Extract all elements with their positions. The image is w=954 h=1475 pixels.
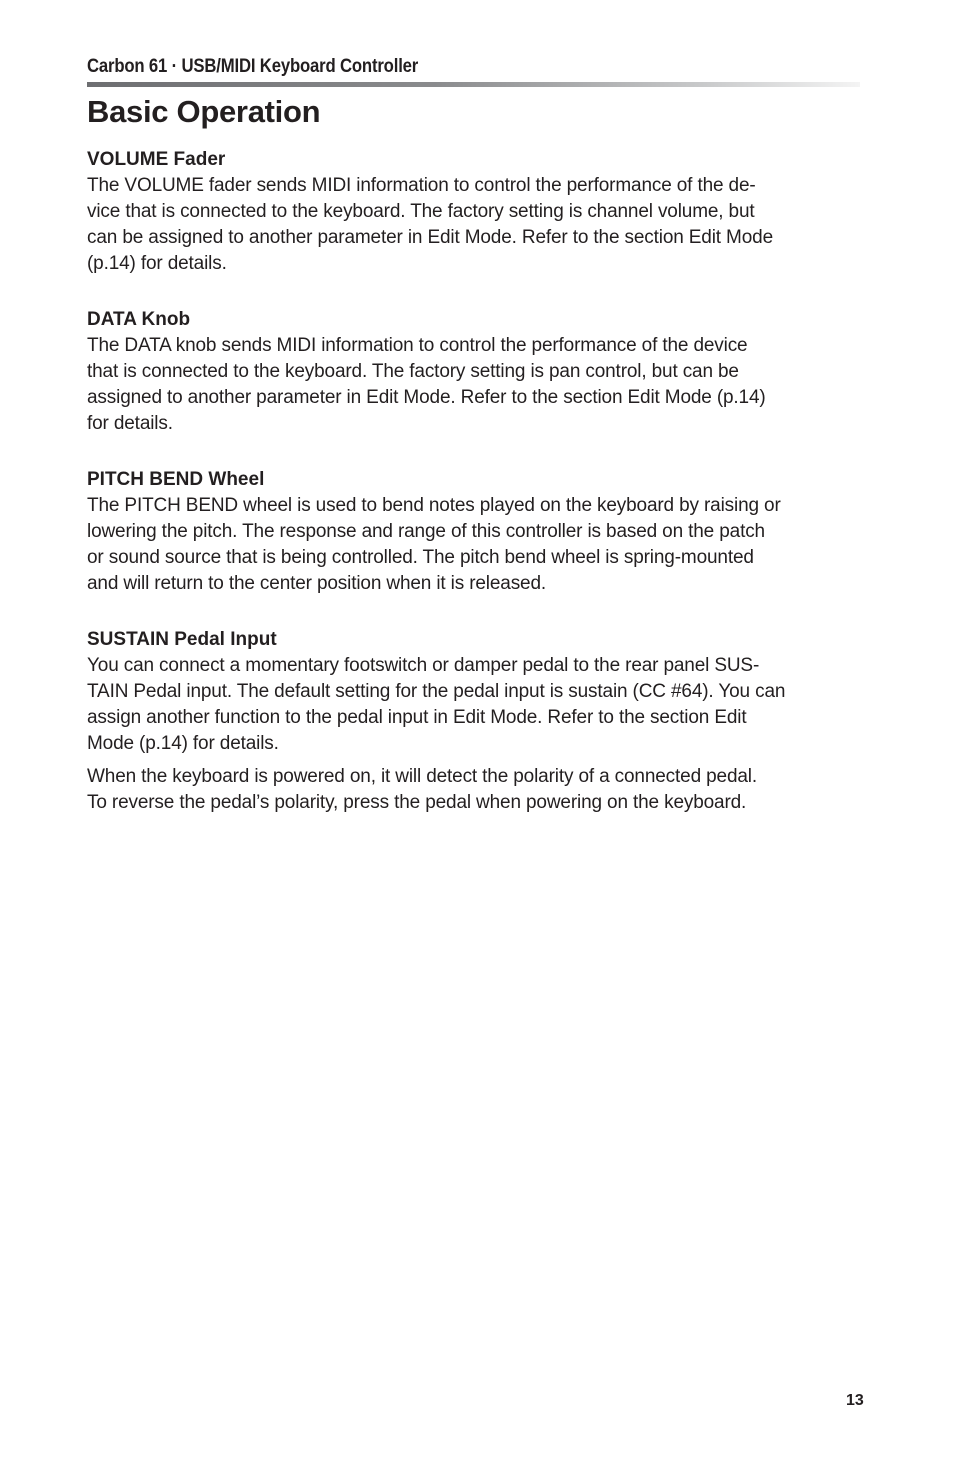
running-header: Carbon 61 · USB/MIDI Keyboard Controller <box>87 56 419 77</box>
page-number: 13 <box>846 1392 864 1409</box>
section-pitch-bend-wheel <box>87 467 847 597</box>
section-heading: PITCH BEND Wheel <box>87 469 265 490</box>
section-paragraph: The PITCH BEND wheel is used to bend notes played on the keyboard by raising or lowering the pitch. The response and range of this controller is based on the patch or sound source that is being controlled. The pitch bend wheel is spring-mounted and will return to the center position when it is released. <box>87 495 781 594</box>
header-rule <box>87 82 860 87</box>
section-paragraph: The VOLUME fader sends MIDI information to control the performance of the de- vice that is connected to the keyboard. The factory setting is channel volume, but can be assigned to another parameter in Edit Mode. Refer to the section Edit Mode (p.14) for details. <box>87 175 773 274</box>
page-title: Basic Operation <box>87 94 321 129</box>
page-content <box>87 147 847 846</box>
section-paragraph: When the keyboard is powered on, it will detect the polarity of a connected pedal. To reverse the pedal’s polarity, press the pedal when powering on the keyboard. <box>87 766 757 813</box>
section-paragraph: You can connect a momentary footswitch or damper pedal to the rear panel SUS- TAIN Pedal input. The default setting for the pedal input is sustain (CC #64). You can assign another function to the pedal input in Edit Mode. Refer to the section Edit Mode (p.14) for details. <box>87 655 786 754</box>
section-heading: DATA Knob <box>87 309 191 330</box>
section-heading: VOLUME Fader <box>87 149 226 170</box>
section-data-knob <box>87 307 847 437</box>
section-heading: SUSTAIN Pedal Input <box>87 629 277 650</box>
section-volume-fader <box>87 147 847 277</box>
section-paragraph: The DATA knob sends MIDI information to control the performance of the device that is connected to the keyboard. The factory setting is pan control, but can be assigned to another parameter in Edit Mode. Refer to the section Edit Mode (p.14) for details. <box>87 335 766 434</box>
section-sustain-pedal-input <box>87 627 847 816</box>
